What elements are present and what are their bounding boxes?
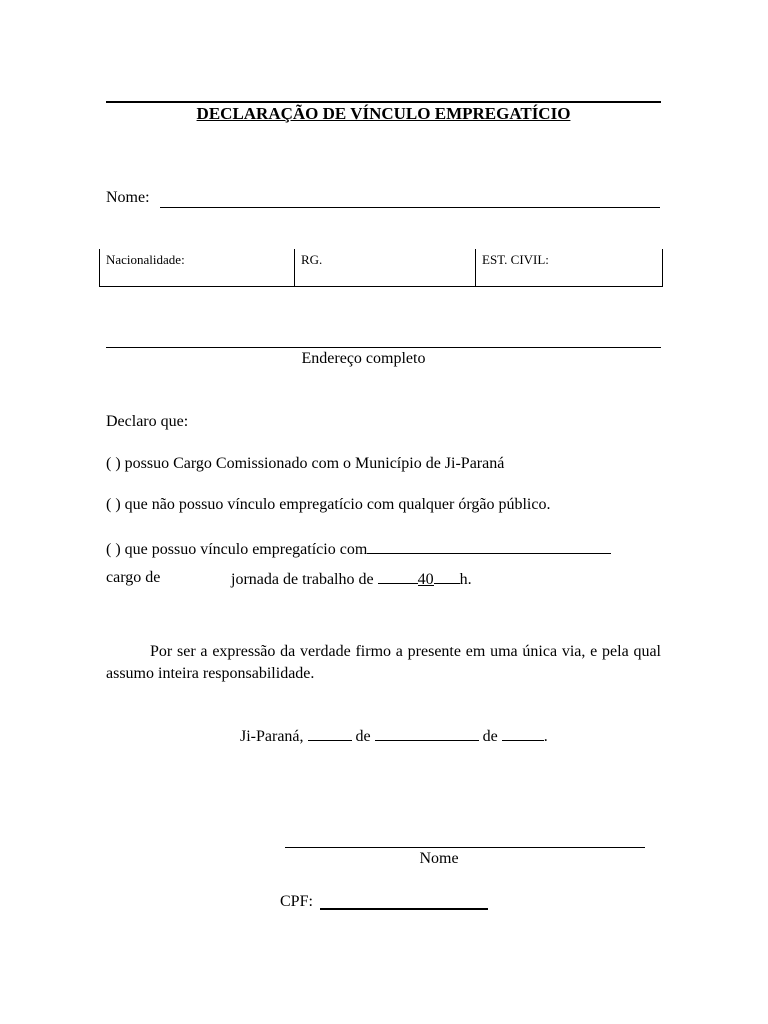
option-sem-vinculo: ( ) que não possuo vínculo empregatício com qualquer órgão público. [106, 496, 551, 513]
signature-line[interactable] [285, 847, 645, 848]
rg-label: RG. [301, 252, 323, 267]
vinculo-field-line[interactable] [367, 539, 611, 554]
declaration-paragraph: Por ser a expressão da verdade firmo a presente em uma única via, e pela qual assumo inteira responsabilidade. [106, 643, 661, 682]
nacionalidade-field[interactable] [99, 249, 294, 287]
date-end: . [543, 728, 548, 745]
jornada-unit: h. [459, 571, 472, 588]
day-field[interactable] [308, 726, 352, 741]
identification-table [99, 249, 663, 287]
title-top-rule [106, 101, 661, 103]
est-civil-label: EST. CIVIL: [482, 252, 549, 267]
declaro-heading: Declaro que: [106, 413, 189, 430]
jornada-blank-left [378, 569, 418, 584]
option-com-vinculo [106, 539, 611, 559]
endereco-field-line[interactable] [106, 347, 661, 348]
de-label-1: de [355, 728, 371, 745]
city-label: Ji-Paraná, [240, 728, 304, 745]
jornada-line [231, 569, 472, 589]
nome-field-line[interactable] [160, 207, 660, 208]
jornada-hours[interactable]: 40 [417, 571, 434, 588]
cpf-field-line[interactable] [320, 908, 488, 910]
year-field[interactable] [502, 726, 544, 741]
option-com-vinculo-label: ( ) que possuo vínculo empregatício com [106, 541, 368, 558]
jornada-blank-right [434, 569, 460, 584]
month-field[interactable] [375, 726, 479, 741]
cpf-label: CPF: [280, 893, 313, 910]
rg-field[interactable] [294, 249, 475, 287]
est-civil-field[interactable] [475, 249, 663, 287]
option-cargo-comissionado: ( ) possuo Cargo Comissionado com o Município de Ji-Paraná [106, 455, 505, 472]
jornada-label: jornada de trabalho de [231, 571, 374, 588]
date-line [240, 726, 548, 746]
cargo-label: cargo de [106, 569, 161, 586]
document-title: DECLARAÇÃO DE VÍNCULO EMPREGATÍCIO [196, 104, 571, 123]
nome-label: Nome: [106, 189, 150, 206]
endereco-label: Endereço completo [301, 350, 426, 367]
de-label-2: de [482, 728, 498, 745]
nacionalidade-label: Nacionalidade: [106, 252, 185, 267]
signature-label: Nome [419, 850, 459, 867]
